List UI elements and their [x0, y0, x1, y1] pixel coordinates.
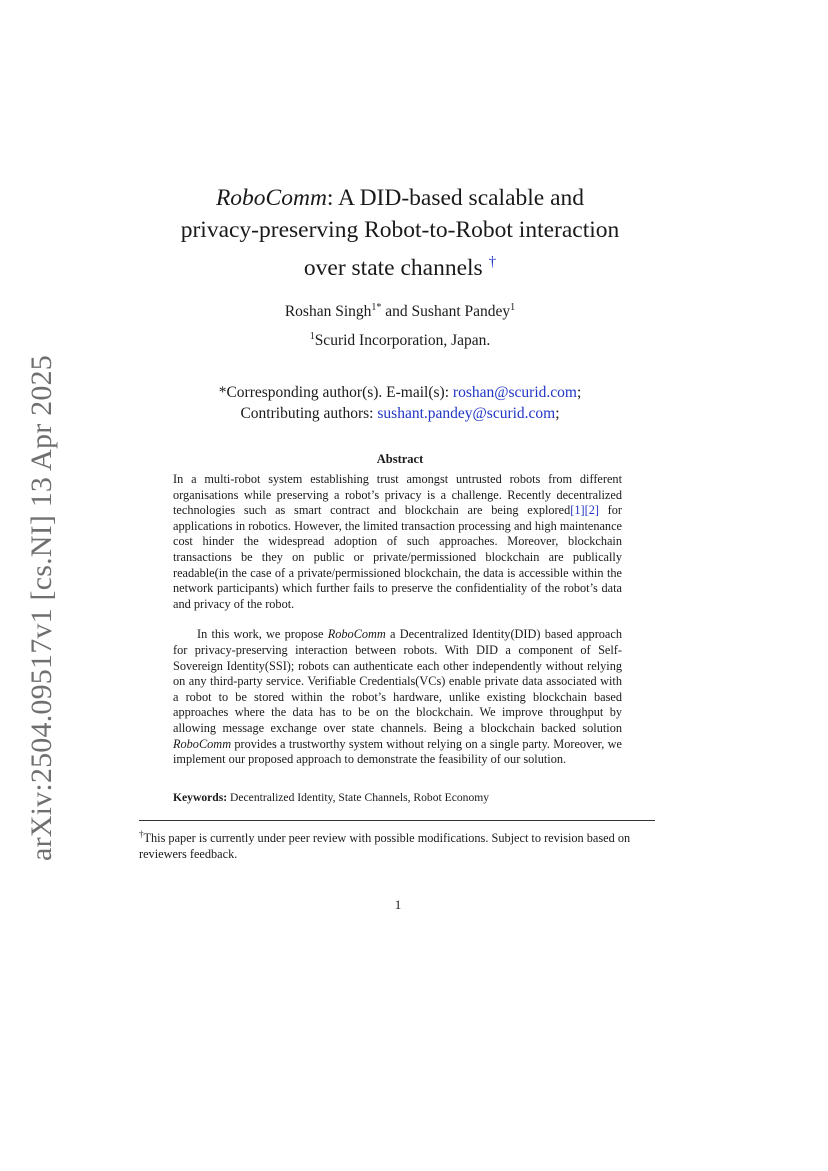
abstract-p2-text-a: In this work, we propose: [197, 627, 328, 642]
affiliation-mark: 1: [309, 331, 315, 342]
corresponding-prefix: *Corresponding author(s). E-mail(s):: [218, 384, 453, 401]
citation-link-2[interactable]: [2]: [584, 503, 599, 518]
affiliation-text: Scurid Incorporation, Japan.: [314, 332, 491, 350]
keywords-label: Keywords:: [173, 791, 228, 804]
author-1-affiliation-mark: 1*: [371, 302, 382, 313]
system-name-italic-2: RoboComm: [173, 736, 232, 751]
abstract-paragraph-1: [173, 472, 622, 612]
contact-block: [150, 382, 650, 424]
corresponding-email-link[interactable]: roshan@scurid.com: [452, 384, 577, 401]
author-2-affiliation-mark: 1: [510, 302, 516, 313]
abstract-heading: Abstract: [376, 452, 424, 466]
paper-title: [150, 182, 650, 284]
footnote: [139, 826, 657, 862]
citation-link-1[interactable]: [1]: [570, 503, 585, 518]
abstract-p2-text-b: a Decentralized Identity(DID) based approach for privacy-preserving interaction between robots. With DID a component of Self-Sovereign Identity(SSI); robots can authenticate each other independently without relying on any third-party service. Verifiable Credentials(VCs) enable private data associated with a robot to be stored within the robot’s hardware, unlike existing blockchain based approaches where the data has to be on the blockchain. We improve throughput by allowing message exchange over state channels. Being a blockchain backed solution: [173, 627, 622, 735]
corresponding-author-line: [150, 382, 650, 403]
contributing-prefix: Contributing authors:: [240, 405, 378, 422]
arxiv-identifier-stamp: arXiv:2504.09517v1 [cs.NI] 13 Apr 2025: [25, 355, 58, 861]
author-conjunction: and: [381, 303, 412, 321]
abstract-body: [173, 472, 622, 768]
footnote-mark: †: [139, 829, 144, 839]
author-list: [150, 302, 650, 321]
title-line-3: over state channels: [303, 255, 483, 281]
affiliation: [150, 331, 650, 350]
title-line-2: privacy-preserving Robot-to-Robot interaction: [180, 217, 620, 243]
page-number: 1: [394, 897, 402, 912]
corresponding-suffix: ;: [576, 384, 582, 401]
contributing-email-link[interactable]: sushant.pandey@scurid.com: [377, 405, 556, 422]
footnote-divider: [139, 820, 655, 821]
abstract-p1-text-a: In a multi-robot system establishing trust amongst untrusted robots from different organisations while preserving a robot’s privacy is a challenge. Recently decentralized technologies such as smart contract and blockchain are being explored: [173, 472, 622, 518]
title-footnote-mark-link[interactable]: †: [488, 254, 497, 270]
title-system-name: RoboComm: [215, 185, 327, 211]
system-name-italic-1: RoboComm: [327, 627, 386, 642]
keywords: [173, 791, 622, 804]
author-2-name: Sushant Pandey: [411, 303, 511, 321]
contributing-authors-line: [150, 403, 650, 424]
contributing-suffix: ;: [555, 405, 560, 422]
keywords-text: Decentralized Identity, State Channels, Robot Economy: [227, 791, 490, 804]
abstract-p2-text-c: provides a trustworthy system without relying on a single party. Moreover, we implement our proposed approach to demonstrate the feasibility of our solution.: [173, 736, 622, 767]
author-1-name: Roshan Singh: [284, 303, 372, 321]
title-line-1-rest: : A DID-based scalable and: [326, 185, 585, 211]
footnote-text: This paper is currently under peer review with possible modifications. Subject to revision based on reviewers feedback.: [139, 831, 631, 862]
abstract-p1-text-b: for applications in robotics. However, the limited transaction processing and high maintenance cost hinder the widespread adoption of such approaches. Moreover, blockchain transactions be they on public or private/permissioned blockchain are publically readable(in the case of a private/permissioned blockchain, the data is accessible within the network participants) which further fails to preserve the confidentiality of the robot’s data and privacy of the robot.: [173, 503, 622, 611]
abstract-paragraph-2: [173, 627, 622, 767]
